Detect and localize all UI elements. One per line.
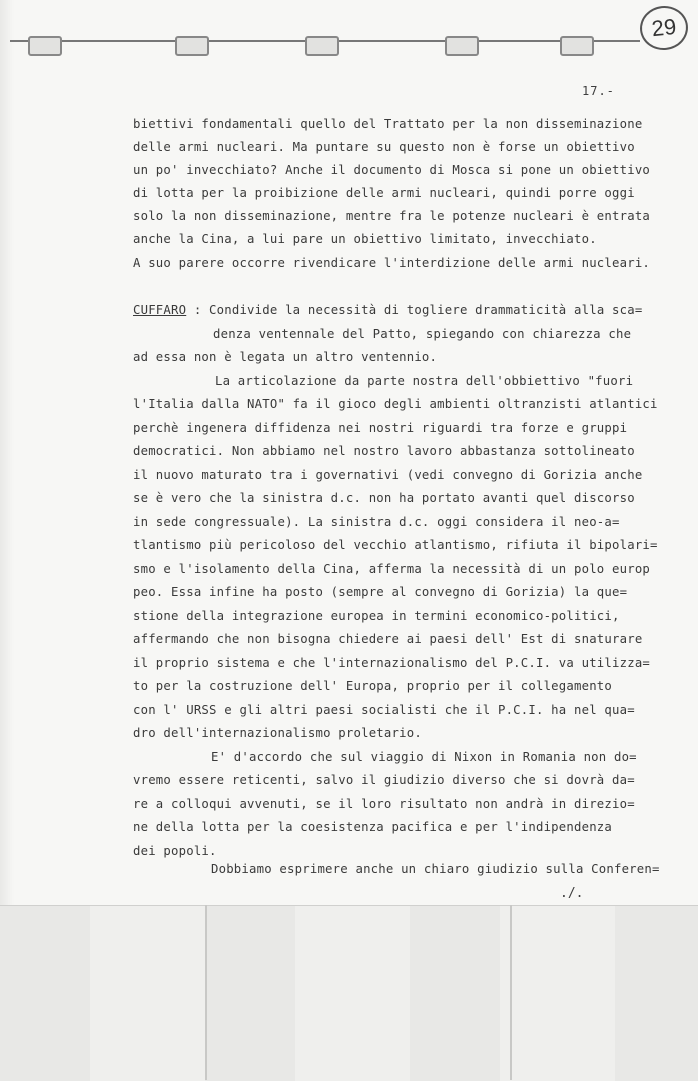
text-line: A suo parere occorre rivendicare l'interdizione delle armi nucleari. xyxy=(133,256,651,270)
text-line: anche la Cina, a lui pare un obiettivo limitato, invecchiato. xyxy=(133,232,597,246)
text-line: di lotta per la proibizione delle armi nucleari, quindi porre oggi xyxy=(133,186,635,200)
text-line: ad essa non è legata un altro ventennio. xyxy=(133,350,438,364)
text-line: democratici. Non abbiamo nel nostro lavoro abbastanza sottolineato xyxy=(133,444,635,458)
divider xyxy=(205,905,207,1080)
speaker-line xyxy=(133,303,642,317)
continuation-mark: ./. xyxy=(560,886,584,901)
page-number: 17.- xyxy=(582,84,615,98)
text-line: biettivi fondamentali quello del Trattato per la non disseminazione xyxy=(133,117,643,131)
speaker-text: : Condivide la necessità di togliere drammaticità alla sca= xyxy=(186,303,643,317)
page-stamp: 29 xyxy=(638,4,690,53)
text-line: stione della integrazione europea in termini economico-politici, xyxy=(133,609,620,623)
text-line: smo e l'isolamento della Cina, afferma la necessità di un polo europ xyxy=(133,562,651,576)
text-line: delle armi nucleari. Ma puntare su questo non è forse un obiettivo xyxy=(133,140,635,154)
text-line: to per la costruzione dell' Europa, proprio per il collegamento xyxy=(133,679,613,693)
text-line: tlantismo più pericoloso del vecchio atlantismo, rifiuta il bipolari= xyxy=(133,538,658,552)
text-line: denza ventennale del Patto, spiegando con chiarezza che xyxy=(213,327,632,341)
text-line: peo. Essa infine ha posto (sempre al convegno di Gorizia) la que= xyxy=(133,585,628,599)
text-line: re a colloqui avvenuti, se il loro risultato non andrà in direzio= xyxy=(133,797,635,811)
text-line: La articolazione da parte nostra dell'obbiettivo "fuori xyxy=(215,374,634,388)
text-line: in sede congressuale). La sinistra d.c. oggi considera il neo-a= xyxy=(133,515,620,529)
binder-hole xyxy=(305,36,339,56)
text-line: perchè ingenera diffidenza nei nostri riguardi tra forze e gruppi xyxy=(133,421,628,435)
text-line: l'Italia dalla NATO" fa il gioco degli ambienti oltranzisti atlantici xyxy=(133,397,658,411)
binder-hole xyxy=(28,36,62,56)
text-line: se è vero che la sinistra d.c. non ha portato avanti quel discorso xyxy=(133,491,635,505)
scan-backdrop xyxy=(0,905,698,1081)
text-line: Dobbiamo esprimere anche un chiaro giudizio sulla Conferen= xyxy=(211,862,660,876)
text-line: dro dell'internazionalismo proletario. xyxy=(133,726,422,740)
text-line: dei popoli. xyxy=(133,844,217,858)
text-line: solo la non disseminazione, mentre fra le potenze nucleari è entrata xyxy=(133,209,651,223)
text-line: vremo essere reticenti, salvo il giudizio diverso che si dovrà da= xyxy=(133,773,635,787)
text-line: affermando che non bisogna chiedere ai paesi dell' Est di snaturare xyxy=(133,632,643,646)
text-line: il proprio sistema e che l'internazionalismo del P.C.I. va utilizza= xyxy=(133,656,651,670)
speaker-name: CUFFARO xyxy=(133,303,187,317)
divider xyxy=(510,905,512,1080)
binder-hole xyxy=(560,36,594,56)
binder-hole xyxy=(445,36,479,56)
text-line: con l' URSS e gli altri paesi socialisti che il P.C.I. ha nel qua= xyxy=(133,703,635,717)
binder-hole xyxy=(175,36,209,56)
text-line: il nuovo maturato tra i governativi (vedi convegno di Gorizia anche xyxy=(133,468,643,482)
text-line: un po' invecchiato? Anche il documento di Mosca si pone un obiettivo xyxy=(133,163,651,177)
text-line: ne della lotta per la coesistenza pacifica e per l'indipendenza xyxy=(133,820,613,834)
text-line: E' d'accordo che sul viaggio di Nixon in Romania non do= xyxy=(211,750,637,764)
